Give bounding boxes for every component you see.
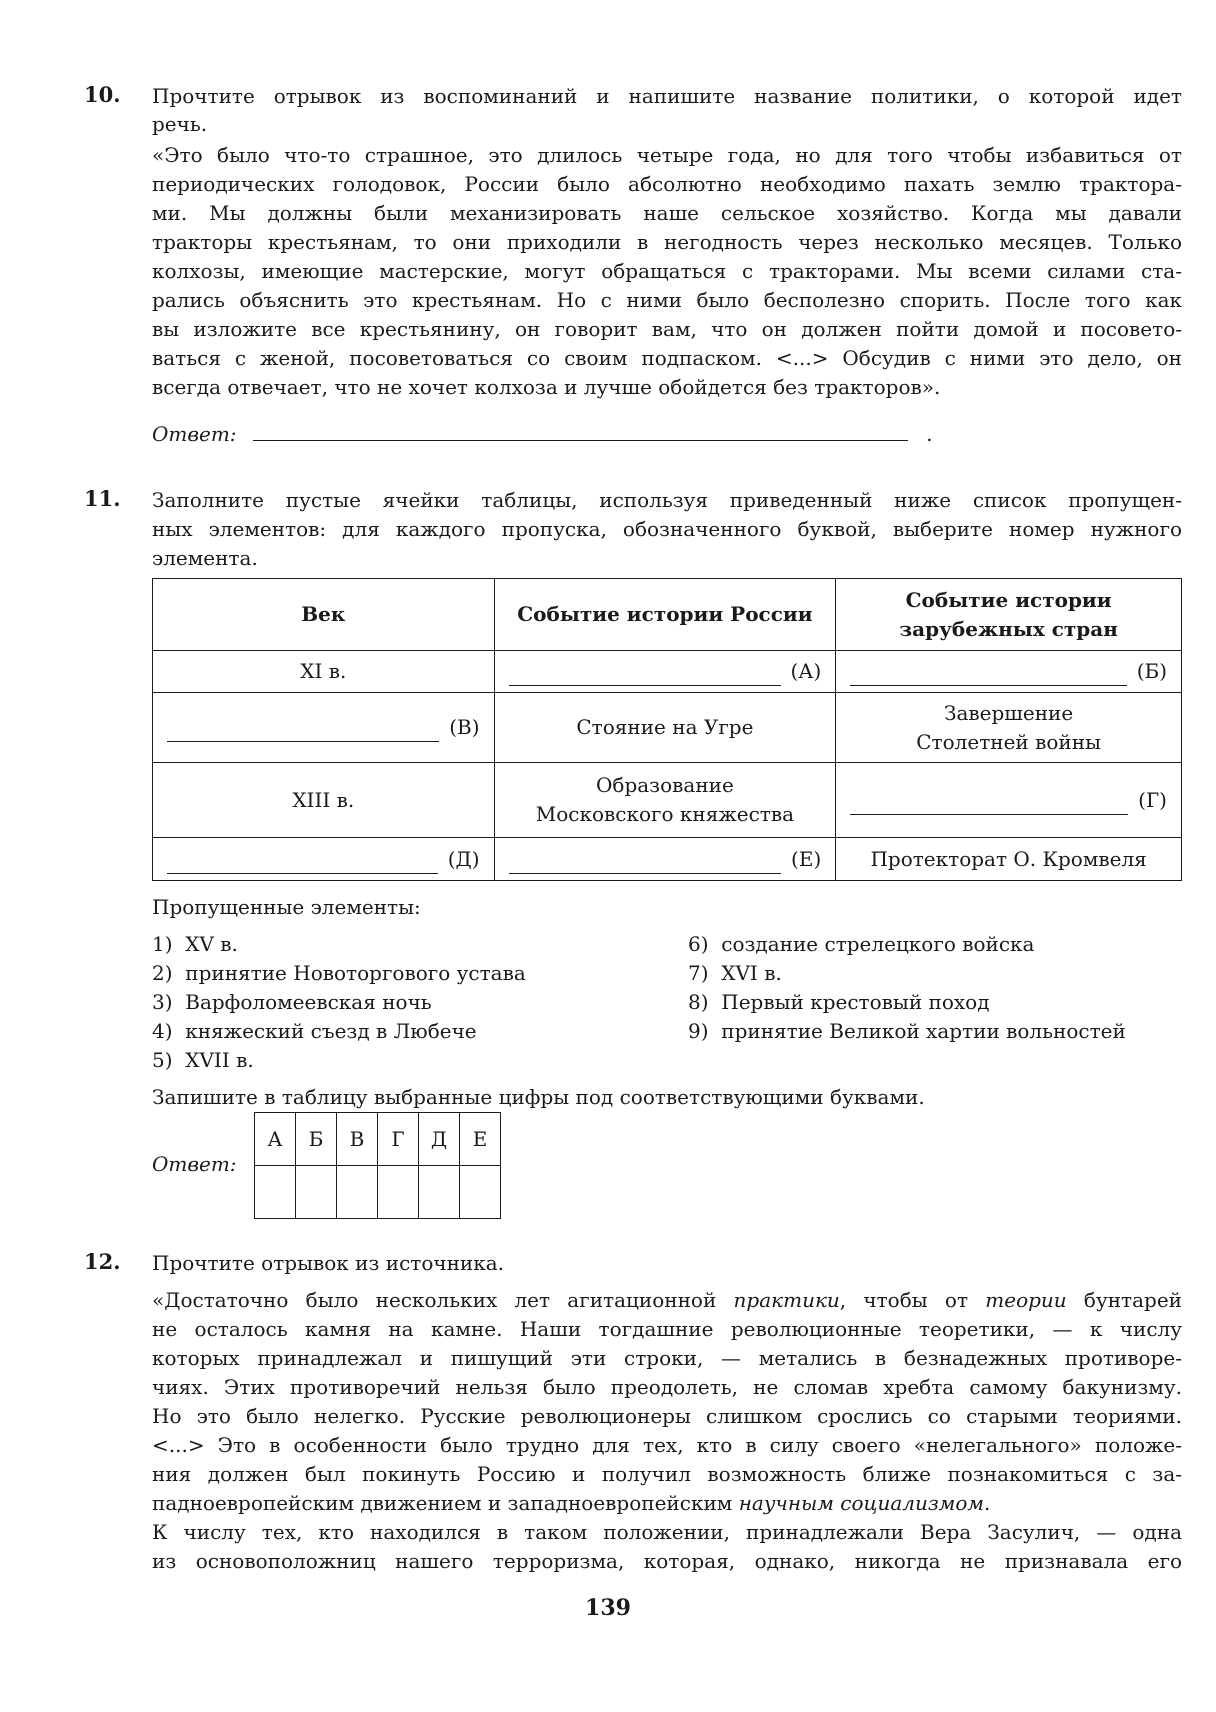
option-item: 7) XVI в. (688, 961, 782, 985)
option-item: 9) принятие Великой хартии вольностей (688, 1019, 1126, 1043)
quote-line: К числу тех, кто находился в таком положении, принадлежали Вера Засулич, — одна (152, 1520, 1182, 1544)
answer-grid-inputs (255, 1166, 501, 1219)
question-10-prompt: речь. (152, 112, 208, 136)
quote-line: ния должен был покинуть Россию и получил возможность ближе познакомиться с за- (152, 1462, 1182, 1486)
table-header-row (153, 579, 1182, 651)
cell-blank-d[interactable]: (Д) (153, 838, 495, 881)
answer-end-period: . (926, 422, 933, 446)
option-item: 1) XV в. (152, 932, 238, 956)
header-foreign-event: Событие истории зарубежных стран (836, 579, 1182, 651)
grid-input-a[interactable] (255, 1166, 296, 1219)
cell-foreign-event: Завершение Столетней войны (836, 693, 1182, 763)
cell-blank-a[interactable]: (А) (494, 651, 836, 693)
header-russia-event: Событие истории России (494, 579, 836, 651)
quote-line: рались объяснить это крестьянам. Но с ними было бесполезно спорить. После того как (152, 288, 1182, 312)
grid-letter: Г (378, 1113, 419, 1166)
grid-letter: Д (419, 1113, 460, 1166)
quote-line: тракторы крестьянам, то они приходили в негодность через несколько месяцев. Только (152, 230, 1182, 254)
table-row (153, 651, 1182, 693)
quote-line: «Это было что-то страшное, это длилось четыре года, но для того чтобы избавиться от (152, 143, 1182, 167)
question-11-prompt: Заполните пустые ячейки таблицы, используя приведенный ниже список пропущен- (152, 488, 1182, 512)
table-row (153, 838, 1182, 881)
option-item: 2) принятие Новоторгового устава (152, 961, 526, 985)
option-item: 4) княжеский съезд в Любече (152, 1019, 477, 1043)
cell-blank-v[interactable]: (В) (153, 693, 495, 763)
cell-blank-e[interactable]: (Е) (494, 838, 836, 881)
quote-line: колхозы, имеющие мастерские, могут обращаться с тракторами. Мы всеми силами ста- (152, 259, 1182, 283)
cell-foreign-event: Протекторат О. Кромвеля (836, 838, 1182, 881)
cell-century: XI в. (153, 651, 495, 693)
question-12-number: 12. (84, 1249, 121, 1274)
header-century: Век (153, 579, 495, 651)
option-item: 6) создание стрелецкого войска (688, 932, 1035, 956)
question-11-prompt: элемента. (152, 546, 258, 570)
question-10-prompt: Прочтите отрывок из воспоминаний и напишите название политики, о которой идет (152, 84, 1182, 108)
cell-russia-event: Образование Московского княжества (494, 763, 836, 838)
question-11-number: 11. (84, 486, 121, 511)
cell-blank-b[interactable]: (Б) (836, 651, 1182, 693)
table-row (153, 763, 1182, 838)
grid-input-v[interactable] (337, 1166, 378, 1219)
grid-input-e[interactable] (460, 1166, 501, 1219)
quote-line: вы изложите все крестьянину, он говорит вам, что он должен пойти домой и посовето- (152, 317, 1182, 341)
grid-input-g[interactable] (378, 1166, 419, 1219)
answer-label: Ответ: (152, 422, 237, 446)
quote-line: всегда отвечает, что не хочет колхоза и лучше обойдется без тракторов». (152, 375, 941, 399)
answer-row-q10 (152, 420, 933, 449)
cell-century: XIII в. (153, 763, 495, 838)
quote-line: «Достаточно было нескольких лет агитационной практики, чтобы от теории бунтарей (152, 1288, 1183, 1312)
quote-line: чиях. Этих противоречий нельзя было преодолеть, не сломав хребта самому бакунизму. (152, 1375, 1182, 1399)
quote-line: Но это было нелегко. Русские революционеры слишком срослись со старыми теориями. (152, 1404, 1182, 1428)
quote-line: ми. Мы должны были механизировать наше сельское хозяйство. Когда мы давали (152, 201, 1182, 225)
grid-letter: Е (460, 1113, 501, 1166)
grid-letter: А (255, 1113, 296, 1166)
cell-blank-g[interactable]: (Г) (836, 763, 1182, 838)
grid-letter: Б (296, 1113, 337, 1166)
question-11-prompt: ных элементов: для каждого пропуска, обозначенного буквой, выберите номер нужного (152, 517, 1182, 541)
option-item: 5) XVII в. (152, 1048, 254, 1072)
grid-input-d[interactable] (419, 1166, 460, 1219)
quote-line: из основоположниц нашего терроризма, которая, однако, никогда не признавала его (152, 1549, 1182, 1573)
quote-line: <...> Это в особенности было трудно для тех, кто в силу своего «нелегального» положе- (152, 1433, 1182, 1457)
quote-line: ваться с женой, посоветоваться со своим подпаском. <...> Обсудив с ними это дело, он (152, 346, 1182, 370)
quote-line: которых принадлежал и пишущий эти строки, — метались в безнадежных противоре- (152, 1346, 1182, 1370)
cell-russia-event: Стояние на Угре (494, 693, 836, 763)
grid-input-b[interactable] (296, 1166, 337, 1219)
question-12-prompt: Прочтите отрывок из источника. (152, 1251, 505, 1275)
question-10-number: 10. (84, 82, 121, 107)
quote-line: не осталось камня на камне. Наши тогдашние революционные теоретики, — к числу (152, 1317, 1182, 1341)
grid-letter: В (337, 1113, 378, 1166)
quote-line: периодических голодовок, России было абсолютно необходимо пахать землю трактора- (152, 172, 1182, 196)
page-number: 139 (585, 1595, 631, 1621)
option-item: 3) Варфоломеевская ночь (152, 990, 432, 1014)
quote-line: падноевропейским движением и западноевропейским научным социализмом. (152, 1491, 991, 1515)
history-events-table (152, 578, 1182, 881)
answer-input-q10[interactable] (253, 420, 908, 441)
answer-grid-letters (255, 1113, 501, 1166)
instruction-text: Запишите в таблицу выбранные цифры под соответствующими буквами. (152, 1085, 925, 1109)
option-item: 8) Первый крестовый поход (688, 990, 990, 1014)
answer-grid (254, 1112, 501, 1219)
table-row (153, 693, 1182, 763)
answer-label: Ответ: (152, 1152, 237, 1176)
missing-elements-label: Пропущенные элементы: (152, 895, 421, 919)
